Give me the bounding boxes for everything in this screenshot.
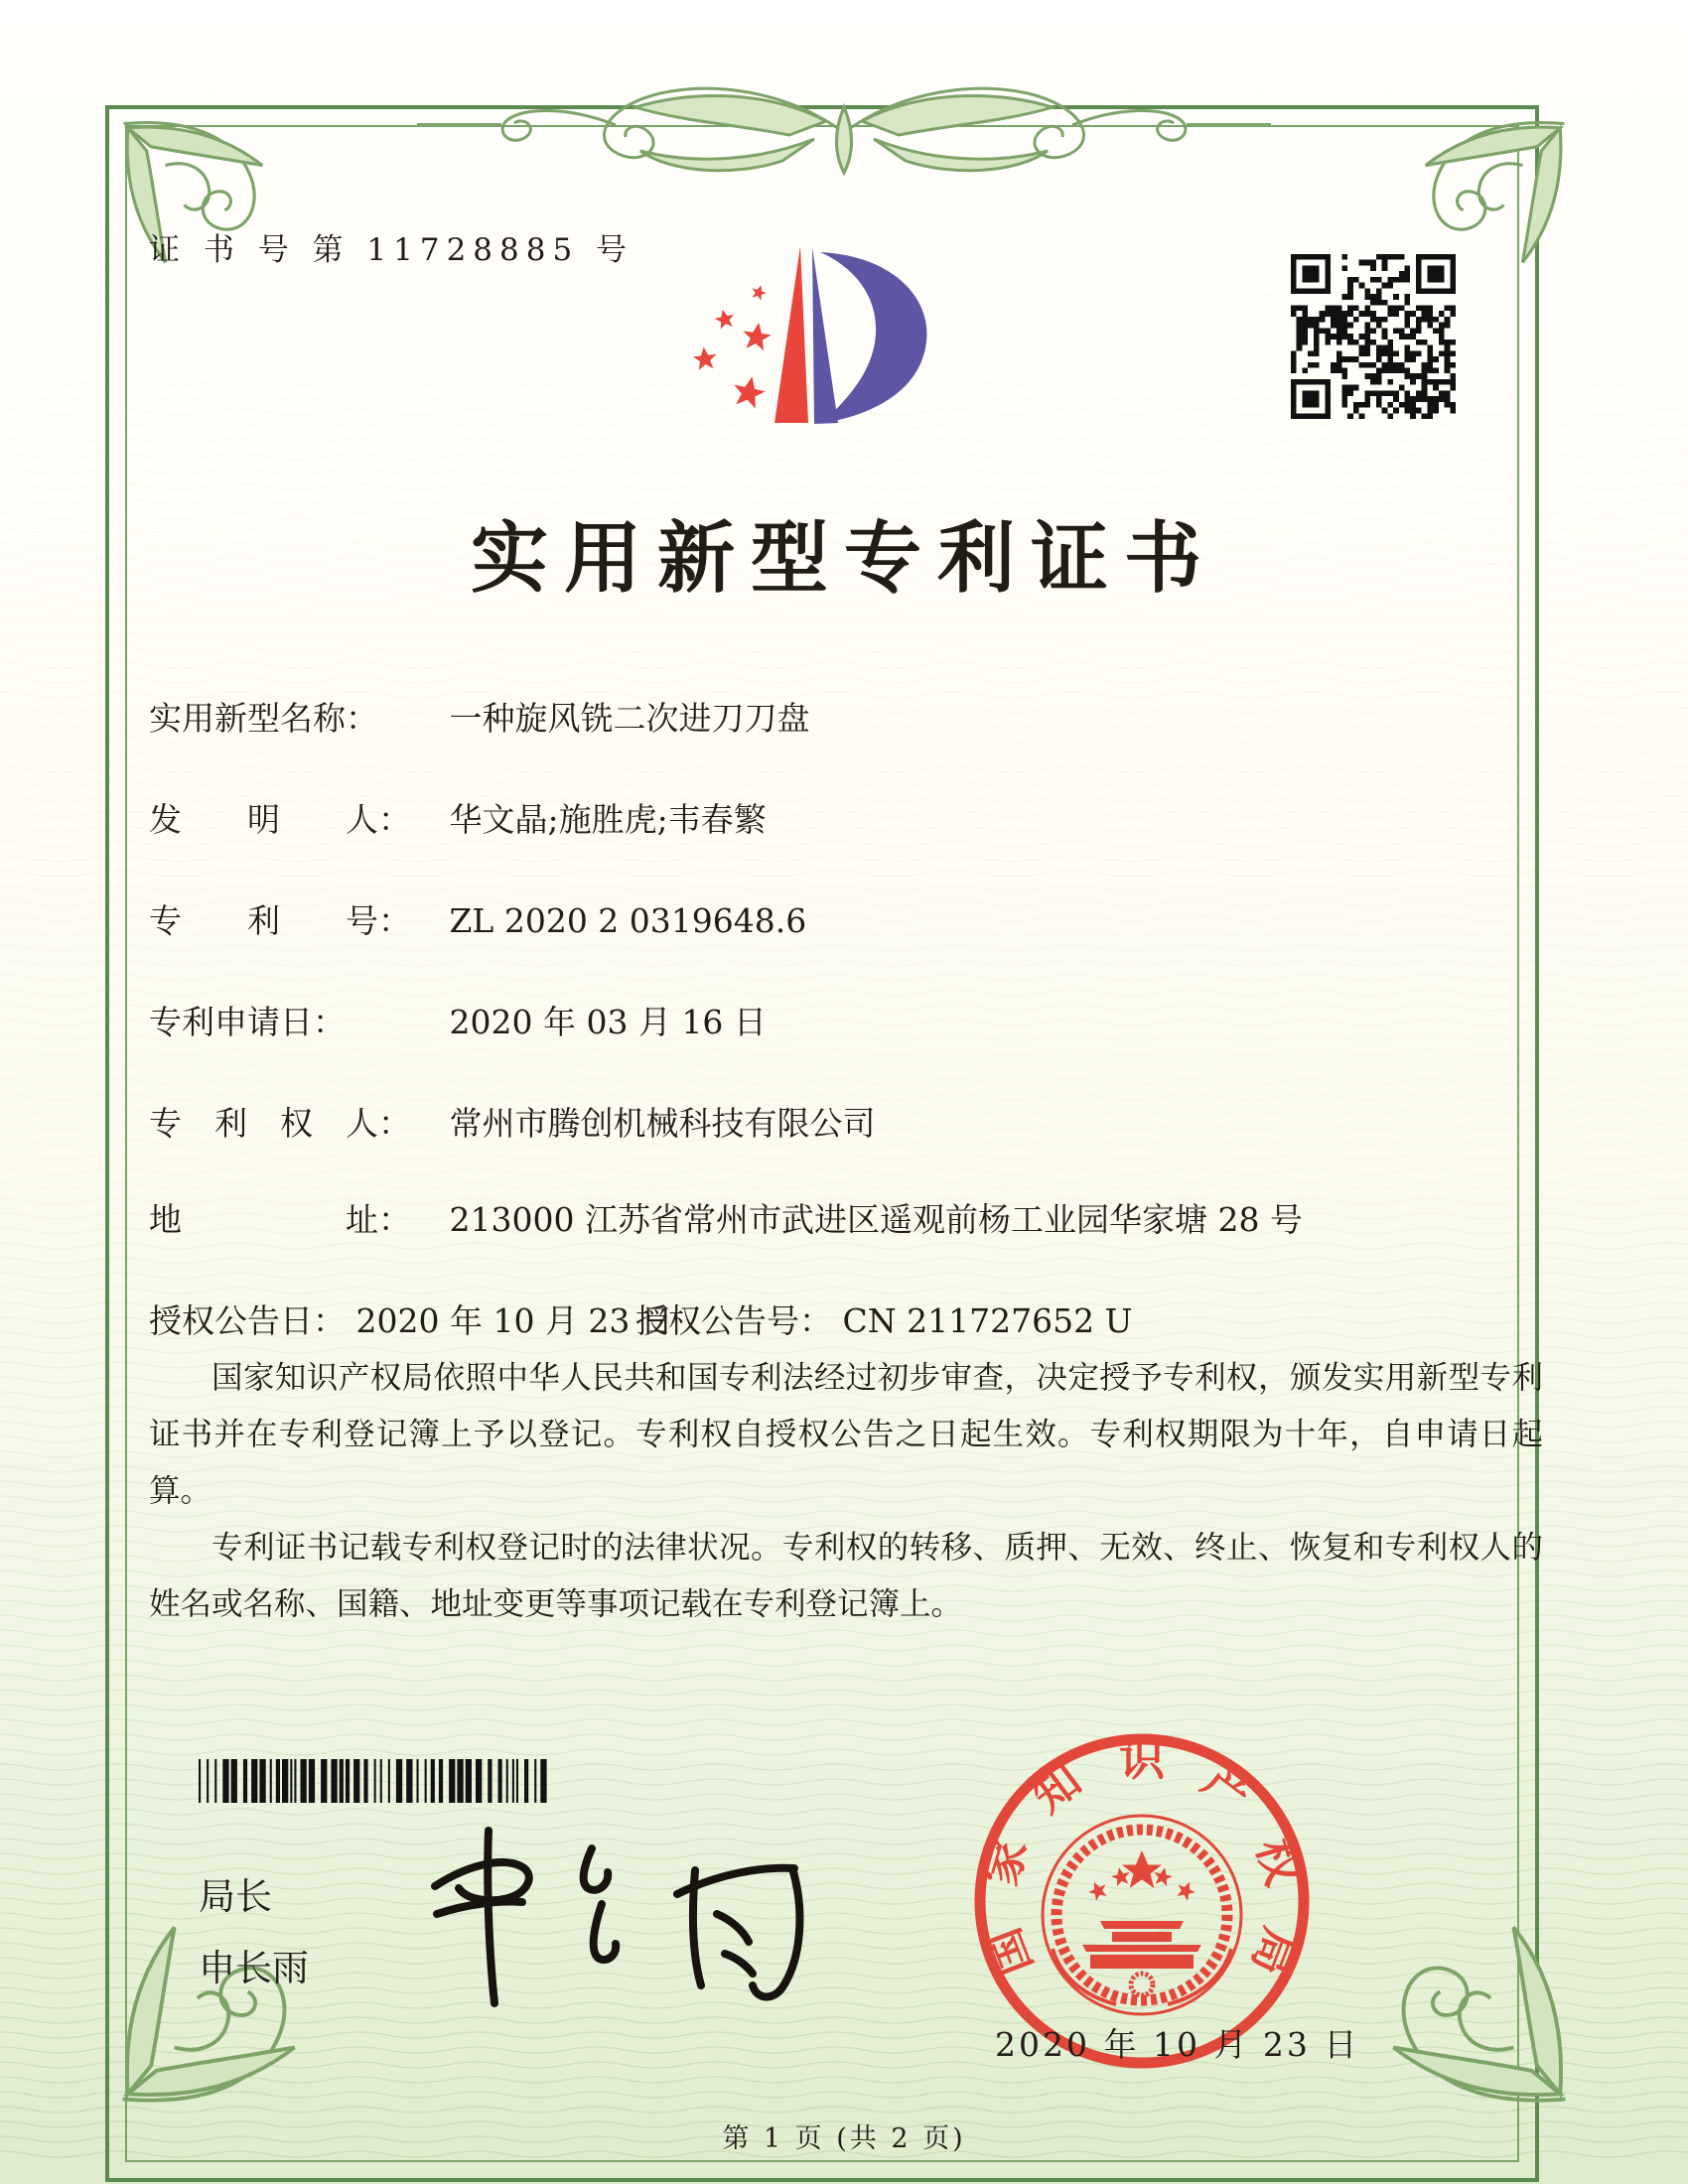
field-value: 常州市腾创机械科技有限公司 [449,1104,876,1143]
field-label: 专 利 权 人： [149,1104,411,1143]
field-filing-date [149,997,1539,1043]
field-value: 2020 年 10 月 23 日 [355,1301,673,1340]
field-patent-number [149,895,1539,942]
officer-title: 局长 [199,1875,272,1918]
barcode [199,1759,552,1803]
legal-paragraph-1: 国家知识产权局依照中华人民共和国专利法经过初步审查，决定授予专利权，颁发实用新型专利证书并在专利登记簿上予以登记。专利权自授权公告之日起生效。专利权期限为十年，自申请日起算。 [149,1360,1543,1509]
corner-flourish-bottom-right-icon [1323,1856,1581,2115]
field-label: 专利申请日： [149,1003,346,1041]
field-label: 专 利 号： [149,901,411,940]
svg-text:家: 家 [973,1833,1038,1892]
officer-name: 申长雨 [199,1947,309,1989]
field-grant-announcement [149,1296,1539,1342]
field-patentee [149,1098,1539,1145]
certificate-number: 证 书 号 第 11728885 号 [149,232,634,268]
field-inventors [149,794,1539,841]
qr-code [1291,254,1456,419]
svg-text:局: 局 [1241,1921,1308,1983]
cnipa-logo-icon [645,216,943,455]
field-utility-model-name [149,693,1539,740]
svg-text:国: 国 [976,1921,1043,1983]
svg-text:知: 知 [1022,1752,1091,1824]
field-value: CN 211727652 U [842,1301,1133,1340]
field-value: ZL 2020 2 0319648.6 [449,901,807,940]
field-address [149,1194,1539,1241]
legal-paragraph-2: 专利证书记载专利权登记时的法律状况。专利权的转移、质押、无效、终止、恢复和专利权人的姓名或名称、国籍、地址变更等事项记载在专利登记簿上。 [149,1530,1543,1622]
field-value: 华文晶;施胜虎;韦春繁 [449,800,767,839]
field-label: 授权公告日： [149,1301,346,1340]
grant-number-pair [635,1296,1132,1342]
seal-date: 2020 年 10 月 23 日 [995,2025,1360,2064]
legal-text-block [149,1350,1543,1633]
page-number: 第 1 页 (共 2 页) [722,2123,966,2154]
certificate-title: 实用新型专利证书 [470,513,1217,604]
svg-text:识: 识 [1119,1732,1165,1786]
field-label: 授权公告号： [635,1301,832,1340]
field-label: 地 址： [149,1200,411,1239]
director-signature [397,1809,834,2037]
field-value: 213000 江苏省常州市武进区遥观前杨工业园华家塘 28 号 [449,1200,1303,1239]
field-label: 实用新型名称： [149,699,378,738]
field-label: 发 明 人： [149,800,411,839]
corner-flourish-top-left-icon [111,111,320,320]
top-scroll-ornament-icon [417,62,1271,191]
field-value: 2020 年 03 月 16 日 [449,1003,767,1041]
grant-date-pair [149,1301,673,1340]
svg-text:产: 产 [1193,1752,1262,1824]
svg-text:权: 权 [1246,1833,1311,1892]
field-value: 一种旋风铣二次进刀刀盘 [449,699,810,738]
